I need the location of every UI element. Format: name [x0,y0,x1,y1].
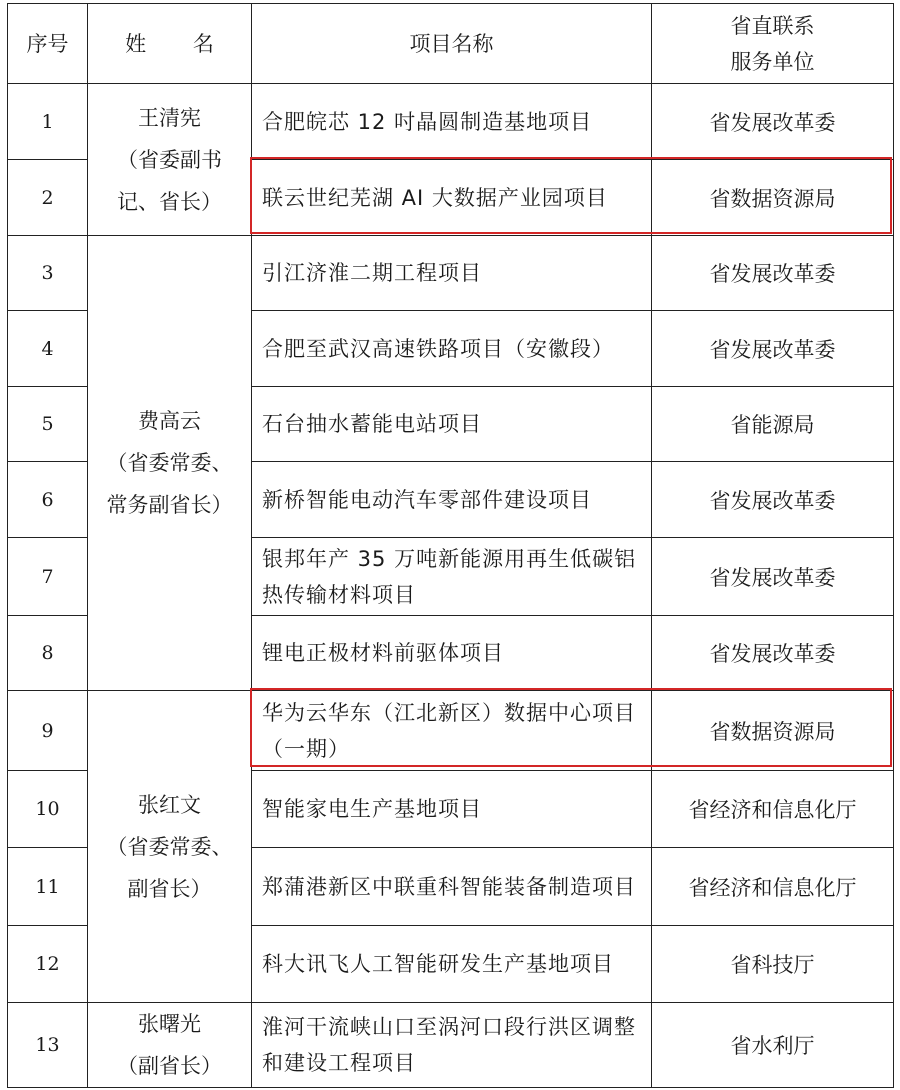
row-number: 11 [8,848,88,926]
project-name: 智能家电生产基地项目 [252,771,652,848]
service-unit: 省发展改革委 [652,616,894,691]
row-number: 8 [8,616,88,691]
table-row [8,691,894,771]
project-name: 淮河干流峡山口至涡河口段行洪区调整和建设工程项目 [252,1003,652,1088]
header-name: 姓 名 [88,4,252,84]
service-unit: 省发展改革委 [652,236,894,311]
service-unit: 省数据资源局 [652,691,894,771]
row-number: 7 [8,538,88,616]
service-unit: 省水利厅 [652,1003,894,1088]
leader-name: 王清宪 （省委副书 记、省长） [88,84,252,236]
header-unit: 省直联系 服务单位 [652,4,894,84]
service-unit: 省经济和信息化厅 [652,848,894,926]
project-name: 石台抽水蓄能电站项目 [252,387,652,462]
service-unit: 省发展改革委 [652,462,894,538]
row-number: 5 [8,387,88,462]
project-name: 郑蒲港新区中联重科智能装备制造项目 [252,848,652,926]
service-unit: 省发展改革委 [652,538,894,616]
project-name: 华为云华东（江北新区）数据中心项目（一期） [252,691,652,771]
service-unit: 省数据资源局 [652,160,894,236]
row-number: 9 [8,691,88,771]
table-row [8,84,894,160]
project-name: 锂电正极材料前驱体项目 [252,616,652,691]
project-name: 合肥至武汉高速铁路项目（安徽段） [252,311,652,387]
row-number: 1 [8,84,88,160]
row-number: 13 [8,1003,88,1088]
header-row [8,4,894,84]
row-number: 6 [8,462,88,538]
table-row [8,1003,894,1088]
projects-table [7,3,894,1088]
row-number: 2 [8,160,88,236]
project-name: 引江济淮二期工程项目 [252,236,652,311]
service-unit: 省发展改革委 [652,311,894,387]
service-unit: 省经济和信息化厅 [652,771,894,848]
service-unit: 省科技厅 [652,926,894,1003]
row-number: 10 [8,771,88,848]
table-row [8,236,894,311]
row-number: 4 [8,311,88,387]
leader-name: 张红文 （省委常委、 副省长） [88,691,252,1003]
leader-name: 费高云 （省委常委、 常务副省长） [88,236,252,691]
leader-name: 张曙光 （副省长） [88,1003,252,1088]
header-seq: 序号 [8,4,88,84]
header-project: 项目名称 [252,4,652,84]
project-name: 科大讯飞人工智能研发生产基地项目 [252,926,652,1003]
row-number: 12 [8,926,88,1003]
row-number: 3 [8,236,88,311]
project-name: 新桥智能电动汽车零部件建设项目 [252,462,652,538]
project-name: 合肥皖芯 12 吋晶圆制造基地项目 [252,84,652,160]
service-unit: 省能源局 [652,387,894,462]
project-name: 联云世纪芜湖 AI 大数据产业园项目 [252,160,652,236]
project-name: 银邦年产 35 万吨新能源用再生低碳铝热传输材料项目 [252,538,652,616]
service-unit: 省发展改革委 [652,84,894,160]
